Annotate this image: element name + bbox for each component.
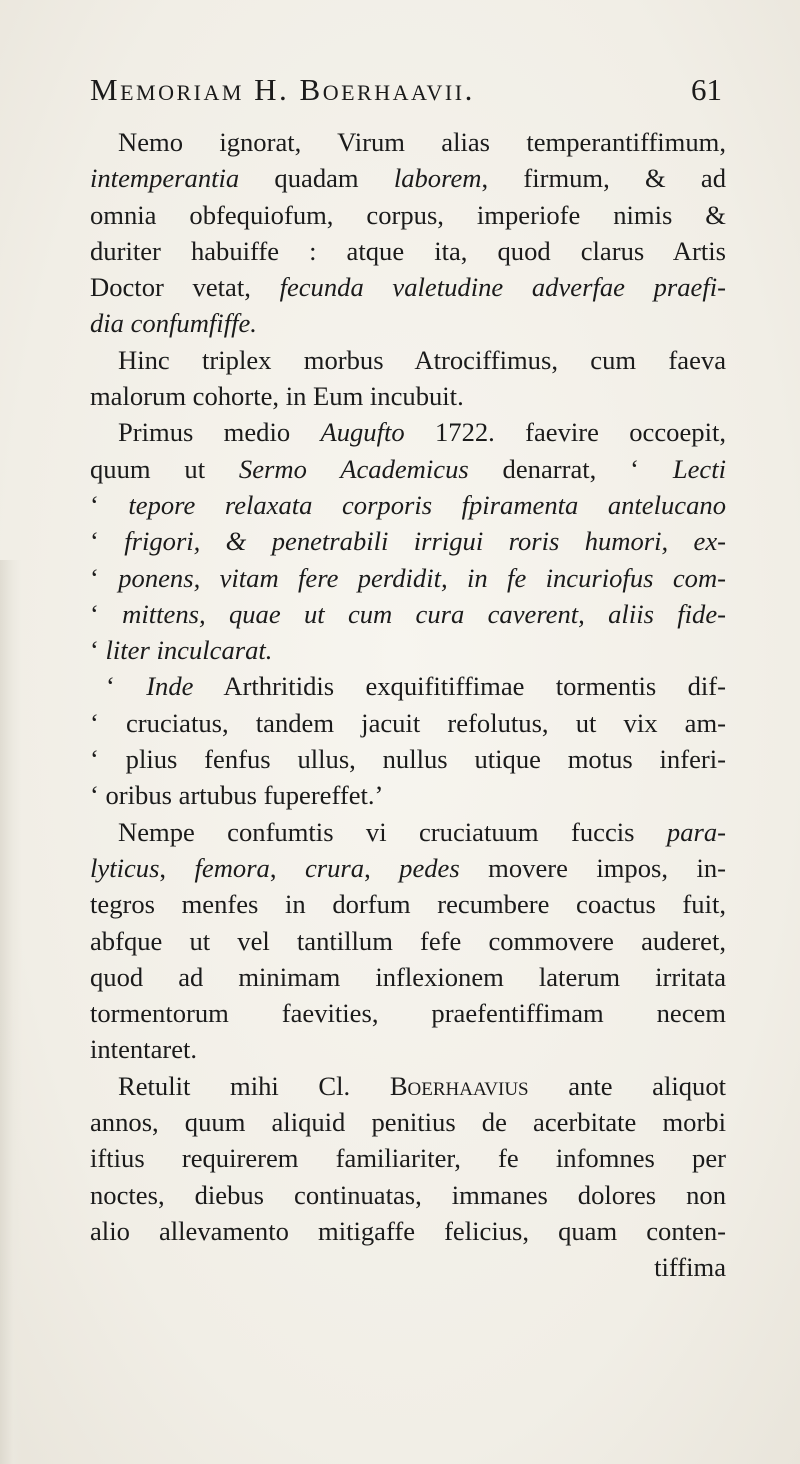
text-segment: Lecti <box>672 453 726 484</box>
text-line <box>90 342 726 378</box>
text-segment: pedes <box>399 852 460 883</box>
text-segment: mittens, quae ut cum cura caverent, aliis fide- <box>122 598 726 629</box>
text-line <box>90 777 726 813</box>
text-line <box>90 1177 726 1213</box>
text-line <box>90 850 726 886</box>
text-segment: ‘ <box>106 671 147 702</box>
text-segment: omnia obfequiofum, corpus, imperiofe nimis & <box>90 199 726 230</box>
text-segment: ‘ oribus artubus fupereffet.’ <box>90 780 384 811</box>
text-line <box>90 1140 726 1176</box>
text-segment: alio allevamento mitigaffe felicius, quam conten- <box>90 1215 726 1246</box>
text-line <box>90 814 726 850</box>
text-segment: noctes, diebus continuatas, immanes dolores non <box>90 1179 726 1210</box>
text-segment: Doctor vetat, <box>90 272 280 303</box>
text-segment: Arthritidis exquifitiffimae tormentis dif- <box>193 671 726 702</box>
text-line <box>90 233 726 269</box>
text-segment: tormentorum faevities, praefentiffimam necem <box>90 998 726 1029</box>
text-segment: Primus medio <box>118 417 321 448</box>
text-segment: , <box>159 852 195 883</box>
text-segment: , <box>364 852 400 883</box>
text-segment: ‘ plius fenfus ullus, nullus utique motus inferi- <box>90 744 726 775</box>
text-segment: crura <box>304 852 365 883</box>
text-segment: tepore relaxata corporis fpiramenta antelucano <box>128 489 726 520</box>
text-segment: Retulit mihi Cl. <box>118 1070 390 1101</box>
text-segment: Nemo ignorat, Virum alias temperantiffimum, <box>118 127 726 157</box>
text-segment: intentaret. <box>90 1034 198 1065</box>
text-segment: Sermo Academicus <box>238 453 469 484</box>
text-line <box>90 1104 726 1140</box>
text-segment: ‘ <box>90 635 106 666</box>
text-line <box>90 160 726 196</box>
text-segment: laborem <box>393 163 482 194</box>
text-segment: fecunda valetudine adverfae praefi- <box>279 272 726 303</box>
text-line <box>90 886 726 922</box>
text-segment: Boerhaavius <box>389 1070 529 1101</box>
page-edge-shadow <box>0 560 22 1464</box>
text-segment: abfque ut vel tantillum fefe commovere auderet, <box>90 925 726 956</box>
text-segment: tegros menfes in dorfum recumbere coactus fuit, <box>90 889 726 920</box>
text-segment: ‘ <box>90 489 129 520</box>
text-line <box>90 668 726 704</box>
text-segment: ante aliquot <box>528 1070 727 1101</box>
text-segment: denarrat, ‘ <box>468 453 673 484</box>
text-segment: liter inculcarat. <box>105 635 273 666</box>
text-line <box>90 451 726 487</box>
text-line <box>90 1031 726 1067</box>
text-line <box>90 705 726 741</box>
text-segment: dia confumfiffe. <box>90 308 257 339</box>
text-line <box>90 741 726 777</box>
text-segment: malorum cohorte, in Eum incubuit. <box>90 381 464 412</box>
text-segment: 1722. faevire occoepit, <box>404 417 726 448</box>
body-text <box>90 124 726 1286</box>
text-line <box>90 632 726 668</box>
text-segment: lyticus <box>90 852 160 883</box>
text-line <box>90 1068 726 1104</box>
text-segment: Inde <box>146 671 194 702</box>
text-line <box>90 1213 726 1249</box>
text-segment: , <box>269 852 305 883</box>
text-line <box>90 560 726 596</box>
text-segment: movere impos, in- <box>459 852 726 883</box>
text-line <box>90 378 726 414</box>
text-segment: quadam <box>239 163 394 194</box>
text-segment: para- <box>666 816 726 847</box>
text-line <box>90 269 726 305</box>
text-segment: ponens, vitam fere perdidit, in fe incuriofus com- <box>118 562 726 593</box>
text-line <box>90 305 726 341</box>
text-segment: ‘ <box>90 598 123 629</box>
text-line <box>90 124 726 160</box>
running-head-title: Memoriam H. Boerhaavii. <box>90 72 475 107</box>
text-line <box>90 523 726 559</box>
text-line <box>90 1249 726 1285</box>
text-segment: ‘ cruciatus, tandem jacuit refolutus, ut vix am- <box>90 707 726 738</box>
text-line <box>90 414 726 450</box>
text-segment: , firmum, & ad <box>481 163 726 194</box>
running-header <box>90 72 722 120</box>
text-segment: ‘ <box>90 526 125 557</box>
text-segment: duriter habuiffe : atque ita, quod clarus Artis <box>90 235 726 266</box>
text-line <box>90 487 726 523</box>
text-segment: Augufto <box>320 417 405 448</box>
page-number: 61 <box>691 72 722 107</box>
text-line <box>90 596 726 632</box>
text-segment: femora <box>194 852 270 883</box>
text-line <box>90 197 726 233</box>
text-segment: ‘ <box>90 562 119 593</box>
text-line <box>90 959 726 995</box>
text-segment: tiffima <box>654 1252 726 1283</box>
text-segment: frigori, & penetrabili irrigui roris humori, ex- <box>124 526 726 557</box>
text-segment: iftius requirerem familiariter, fe infomnes per <box>90 1143 726 1174</box>
text-segment: Nempe confumtis vi cruciatuum fuccis <box>118 816 667 847</box>
text-segment: quod ad minimam inflexionem laterum irritata <box>90 961 726 992</box>
text-segment: annos, quum aliquid penitius de acerbitate morbi <box>90 1107 726 1138</box>
text-line <box>90 923 726 959</box>
text-segment: quum ut <box>90 453 239 484</box>
text-line <box>90 995 726 1031</box>
text-segment: intemperantia <box>90 163 240 194</box>
text-segment: Hinc triplex morbus Atrociffimus, cum faeva <box>118 344 726 375</box>
